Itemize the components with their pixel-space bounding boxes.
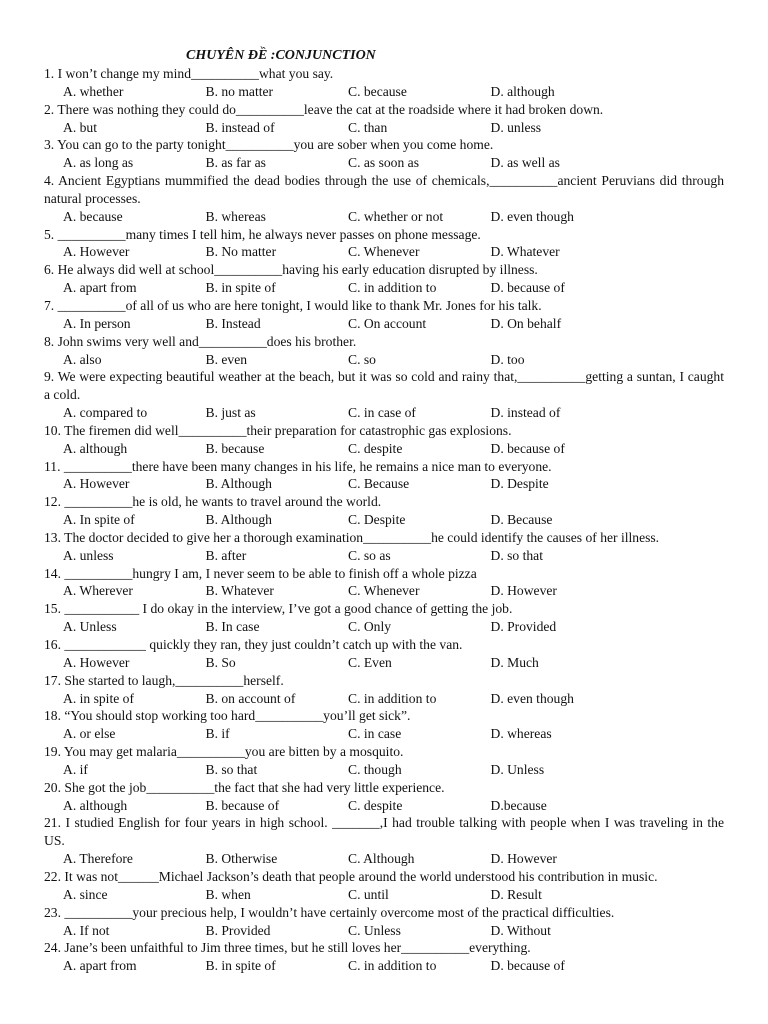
worksheet-page xyxy=(44,46,724,975)
question-text: 5. __________many times I tell him, he always never passes on phone message. xyxy=(44,226,481,242)
answer-option: C. despite xyxy=(348,440,403,456)
answer-option: D. because of xyxy=(490,280,565,296)
question-text: 24. Jane’s been unfaithful to Jim three times, but he still loves her__________everything. xyxy=(44,940,531,956)
answer-option: B. so that xyxy=(205,761,258,777)
answer-option: A. In person xyxy=(63,315,131,331)
answer-option: C. as soon as xyxy=(348,155,419,171)
question-block xyxy=(44,226,724,262)
question-text: 3. You can go to the party tonight__________you are sober when you come home. xyxy=(44,137,494,153)
answer-option: B. if xyxy=(205,726,230,742)
answer-options xyxy=(44,83,724,101)
question-text: 7. __________of all of us who are here tonight, I would like to thank Mr. Jones for his talk. xyxy=(44,297,542,313)
answer-option: A. because xyxy=(63,208,123,224)
answer-option: A. However xyxy=(63,654,130,670)
question-text: 2. There was nothing they could do__________leave the cat at the roadside where it had broken down. xyxy=(44,101,604,117)
question-text: 18. “You should stop working too hard__________you’ll get sick”. xyxy=(44,708,411,724)
answer-options xyxy=(44,243,724,261)
answer-options xyxy=(44,279,724,297)
answer-option: B. So xyxy=(205,654,236,670)
question-text: 23. __________your precious help, I wouldn’t have certainly overcome most of the practical difficulties. xyxy=(44,904,615,920)
question-block xyxy=(44,868,724,904)
answer-option: B. in spite of xyxy=(205,958,276,974)
answer-option: D. unless xyxy=(490,119,542,135)
answer-option: D. Because xyxy=(490,512,553,528)
question-text: 21. I studied English for four years in high school. _______,I had trouble talking with people when I was traveling in the US. xyxy=(44,815,724,849)
answer-option: D. However xyxy=(490,851,557,867)
answer-option: C. though xyxy=(348,761,402,777)
answer-option: A. compared to xyxy=(63,405,148,421)
answer-option: B. Although xyxy=(205,512,272,528)
answer-option: B. when xyxy=(205,886,251,902)
answer-option: C. Despite xyxy=(348,512,406,528)
answer-options xyxy=(44,690,724,708)
question-text: 15. ___________ I do okay in the interview, I’ve got a good chance of getting the job. xyxy=(44,601,513,617)
answer-option: A. as long as xyxy=(63,155,134,171)
answer-options xyxy=(44,725,724,743)
answer-option: D. too xyxy=(490,351,525,367)
question-block xyxy=(44,904,724,940)
answer-option: A. However xyxy=(63,476,130,492)
question-text: 1. I won’t change my mind__________what you say. xyxy=(44,66,334,81)
answer-option: D. even though xyxy=(490,690,574,706)
answer-option: C. so xyxy=(348,351,376,367)
answer-options xyxy=(44,208,724,226)
question-block xyxy=(44,261,724,297)
answer-option: D. even though xyxy=(490,208,574,224)
answer-options xyxy=(44,850,724,868)
question-block xyxy=(44,939,724,975)
answer-option: A. apart from xyxy=(63,280,137,296)
answer-option: C. On account xyxy=(348,315,427,331)
answer-option: A. although xyxy=(63,797,128,813)
question-text: 20. She got the job__________the fact that she had very little experience. xyxy=(44,779,445,795)
worksheet-title: CHUYÊN ĐỀ :CONJUNCTION xyxy=(186,48,376,63)
question-block xyxy=(44,333,724,369)
answer-option: A. or else xyxy=(63,726,116,742)
answer-option: C. Even xyxy=(348,654,392,670)
answer-options xyxy=(44,404,724,422)
question-block xyxy=(44,101,724,137)
answer-option: D. because of xyxy=(490,440,565,456)
answer-option: B. no matter xyxy=(205,83,274,99)
answer-option: A. If not xyxy=(63,922,110,938)
question-block xyxy=(44,172,724,226)
answer-option: C. despite xyxy=(348,797,403,813)
answer-options xyxy=(44,618,724,636)
answer-option: B. just as xyxy=(205,405,256,421)
answer-option: A. in spite of xyxy=(63,690,134,706)
question-text: 10. The firemen did well__________their preparation for catastrophic gas explosions. xyxy=(44,422,512,438)
answer-option: C. in case xyxy=(348,726,402,742)
answer-options xyxy=(44,547,724,565)
answer-option: B. because of xyxy=(205,797,280,813)
question-block xyxy=(44,529,724,565)
answer-option: A. Wherever xyxy=(63,583,133,599)
answer-option: B. after xyxy=(205,547,247,563)
answer-option: A. since xyxy=(63,886,108,902)
answer-option: B. Otherwise xyxy=(205,851,278,867)
question-text: 9. We were expecting beautiful weather at the beach, but it was so cold and rainy that,__________getting a suntan, I caught a cold. xyxy=(44,369,724,403)
answer-option: D. because of xyxy=(490,958,565,974)
answer-option: B. No matter xyxy=(205,244,277,260)
answer-option: C. Whenever xyxy=(348,583,420,599)
answer-option: D. although xyxy=(490,83,555,99)
answer-option: D. Unless xyxy=(490,761,545,777)
answer-option: D. so that xyxy=(490,547,543,563)
question-block xyxy=(44,779,724,815)
answer-option: C. in case of xyxy=(348,405,416,421)
answer-option: A. whether xyxy=(63,83,124,99)
answer-option: B. Although xyxy=(205,476,272,492)
answer-option: B. even xyxy=(205,351,248,367)
question-text: 6. He always did well at school__________having his early education disrupted by illness. xyxy=(44,262,538,278)
answer-option: C. until xyxy=(348,886,389,902)
answer-option: A. if xyxy=(63,761,88,777)
answer-options xyxy=(44,957,724,975)
answer-options xyxy=(44,475,724,493)
answer-options xyxy=(44,154,724,172)
answer-option: C. in addition to xyxy=(348,280,437,296)
question-text: 13. The doctor decided to give her a thorough examination__________he could identify the causes of her illness. xyxy=(44,529,660,545)
question-block xyxy=(44,636,724,672)
question-text: 17. She started to laugh,__________herself. xyxy=(44,672,284,688)
answer-option: D. instead of xyxy=(490,405,561,421)
answer-option: C. Whenever xyxy=(348,244,420,260)
answer-option: A. unless xyxy=(63,547,114,563)
answer-options xyxy=(44,797,724,815)
answer-option: D. Much xyxy=(490,654,539,670)
answer-options xyxy=(44,351,724,369)
question-text: 16. ____________ quickly they ran, they just couldn’t catch up with the van. xyxy=(44,637,463,652)
answer-option: C. in addition to xyxy=(348,958,437,974)
answer-options xyxy=(44,761,724,779)
question-text: 12. __________he is old, he wants to travel around the world. xyxy=(44,494,382,510)
question-list xyxy=(44,65,724,975)
answer-options xyxy=(44,922,724,940)
question-block xyxy=(44,136,724,172)
question-block xyxy=(44,743,724,779)
answer-options xyxy=(44,440,724,458)
question-text: 8. John swims very well and__________does his brother. xyxy=(44,333,357,349)
answer-option: A. Therefore xyxy=(63,851,133,867)
answer-option: B. as far as xyxy=(205,155,266,171)
answer-options xyxy=(44,119,724,137)
answer-option: B. in spite of xyxy=(205,280,276,296)
answer-option: B. whereas xyxy=(205,208,266,224)
answer-option: C. than xyxy=(348,119,388,135)
question-block xyxy=(44,707,724,743)
answer-option: B. instead of xyxy=(205,119,275,135)
answer-option: A. Unless xyxy=(63,619,117,635)
answer-option: C. Because xyxy=(348,476,410,492)
answer-option: C. whether or not xyxy=(348,208,444,224)
question-text: 4. Ancient Egyptians mummified the dead bodies through the use of chemicals,__________ancient Peruvians did through natural processes. xyxy=(44,173,724,206)
answer-option: C. Although xyxy=(348,851,415,867)
question-text: 11. __________there have been many changes in his life, he remains a nice man to everyone. xyxy=(44,458,552,474)
answer-option: D. Despite xyxy=(490,476,549,492)
answer-option: B. Provided xyxy=(205,922,271,938)
answer-option: D.because xyxy=(490,797,547,813)
answer-option: D. Without xyxy=(490,922,551,938)
answer-option: A. apart from xyxy=(63,958,137,974)
answer-option: A. In spite of xyxy=(63,512,135,528)
answer-option: B. because xyxy=(205,440,265,456)
question-block xyxy=(44,297,724,333)
answer-option: B. Instead xyxy=(205,315,261,331)
answer-option: C. in addition to xyxy=(348,690,437,706)
answer-option: D. Whatever xyxy=(490,244,560,260)
answer-option: D. On behalf xyxy=(490,315,562,331)
answer-option: B. on account of xyxy=(205,690,296,706)
question-block xyxy=(44,422,724,458)
question-text: 14. __________hungry I am, I never seem to be able to finish off a whole pizza xyxy=(44,565,477,581)
answer-option: B. In case xyxy=(205,619,260,635)
answer-option: A. However xyxy=(63,244,130,260)
answer-option: D. whereas xyxy=(490,726,552,742)
answer-option: C. Only xyxy=(348,619,392,635)
question-block xyxy=(44,565,724,601)
question-block xyxy=(44,814,724,868)
answer-option: C. because xyxy=(348,83,407,99)
question-block xyxy=(44,600,724,636)
answer-options xyxy=(44,315,724,333)
answer-option: D. Provided xyxy=(490,619,557,635)
answer-option: D. However xyxy=(490,583,557,599)
answer-option: D. as well as xyxy=(490,155,560,171)
answer-option: A. also xyxy=(63,351,102,367)
answer-option: C. so as xyxy=(348,547,391,563)
answer-options xyxy=(44,582,724,600)
answer-option: B. Whatever xyxy=(205,583,274,599)
answer-option: A. although xyxy=(63,440,128,456)
question-block xyxy=(44,672,724,708)
answer-option: A. but xyxy=(63,119,97,135)
answer-options xyxy=(44,654,724,672)
answer-options xyxy=(44,886,724,904)
question-block xyxy=(44,368,724,422)
answer-option: D. Result xyxy=(490,886,542,902)
question-text: 22. It was not______Michael Jackson’s death that people around the world understood his contribution in music. xyxy=(44,868,658,884)
question-block xyxy=(44,65,724,101)
question-block xyxy=(44,493,724,529)
answer-options xyxy=(44,511,724,529)
question-text: 19. You may get malaria__________you are bitten by a mosquito. xyxy=(44,744,404,760)
question-block xyxy=(44,458,724,494)
answer-option: C. Unless xyxy=(348,922,401,938)
